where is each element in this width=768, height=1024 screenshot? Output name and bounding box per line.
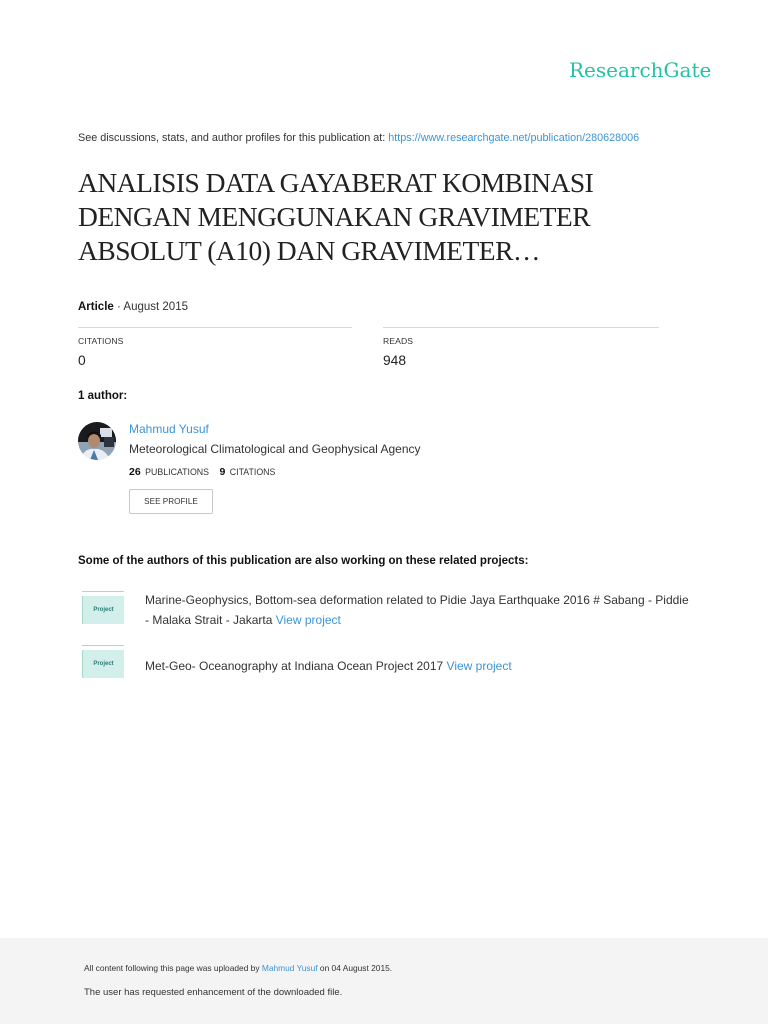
project-title: Met-Geo- Oceanography at Indiana Ocean Project 2017: [145, 659, 444, 673]
publication-url-link[interactable]: https://www.researchgate.net/publication/280628006: [388, 132, 640, 144]
author-name-link[interactable]: Mahmud Yusuf: [129, 422, 209, 436]
reads-count: 948: [383, 353, 407, 368]
author-publications-count: 26: [129, 466, 141, 478]
author-citations-count: 9: [219, 466, 226, 478]
citations-count: 0: [78, 353, 86, 368]
upload-prefix: All content following this page was uploaded by: [84, 963, 260, 973]
author-stats: [129, 464, 275, 479]
project-folder-icon: [82, 591, 124, 624]
avatar-photo: [78, 422, 116, 460]
publication-date: August 2015: [123, 301, 188, 313]
project-icon-label: Project: [93, 661, 114, 667]
project-title: Marine-Geophysics, Bottom-sea deformation related to Pidie Jaya Earthquake 2016 # Sabang - Piddie - Malaka Strait - Jakarta: [145, 593, 689, 627]
reads-stat: [383, 334, 413, 370]
project-item: [145, 656, 692, 676]
uploader-link[interactable]: Mahmud Yusuf: [261, 963, 318, 973]
meta-separator: ·: [117, 301, 121, 313]
citations-divider: [78, 327, 352, 328]
author-affiliation: Meteorological Climatological and Geophysical Agency: [129, 442, 421, 456]
view-project-link[interactable]: View project: [275, 613, 341, 627]
author-citations-label: CITATIONS: [229, 467, 276, 477]
notice-text: See discussions, stats, and author profiles for this publication at:: [78, 132, 386, 144]
citations-stat: [78, 334, 123, 370]
view-project-link[interactable]: View project: [446, 659, 512, 673]
project-icon-label: Project: [93, 607, 114, 613]
citations-label: CITATIONS: [78, 336, 124, 346]
upload-notice: [84, 962, 392, 974]
reads-label: READS: [383, 336, 414, 346]
project-item: [145, 590, 692, 630]
project-folder-icon: [82, 645, 124, 678]
related-projects-heading: Some of the authors of this publication are also working on these related projects:: [78, 555, 529, 567]
publication-meta: [78, 299, 188, 315]
publication-type: Article: [78, 301, 114, 313]
discussion-notice: [78, 131, 639, 145]
reads-divider: [383, 327, 659, 328]
researchgate-logo: ResearchGate: [569, 58, 712, 82]
enhancement-note: The user has requested enhancement of the downloaded file.: [84, 987, 343, 998]
publication-title: ANALISIS DATA GAYABERAT KOMBINASI DENGAN MENGGUNAKAN GRAVIMETER ABSOLUT (A10) DAN GRAVIMETER…: [78, 167, 594, 266]
project-folder-body: [82, 596, 124, 624]
see-profile-button[interactable]: SEE PROFILE: [129, 489, 213, 514]
author-publications-label: PUBLICATIONS: [145, 467, 210, 477]
upload-suffix: on 04 August 2015.: [319, 963, 393, 973]
page-footer: [0, 938, 768, 1024]
project-folder-body: [82, 650, 124, 678]
authors-heading: 1 author:: [78, 390, 128, 402]
author-avatar: [78, 422, 116, 460]
